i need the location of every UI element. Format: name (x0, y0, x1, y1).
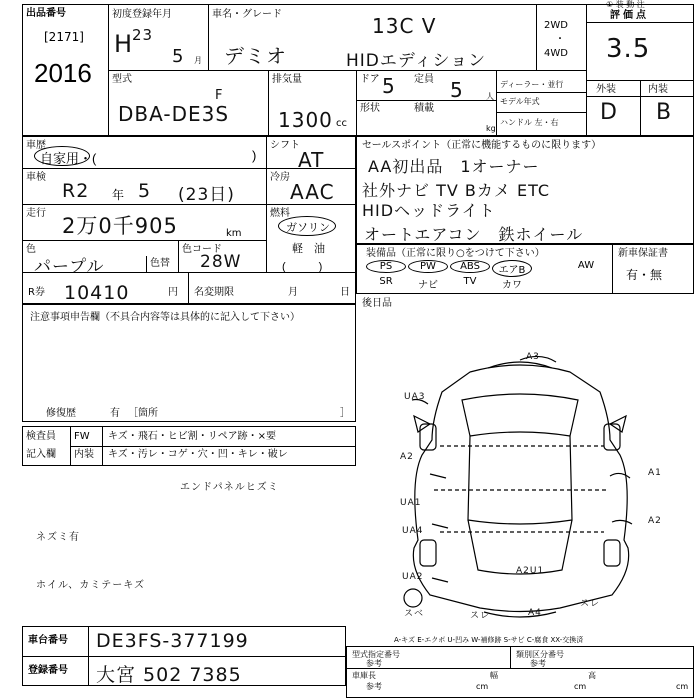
equipment-item: ナビ (418, 280, 438, 291)
plate-label: 登録番号 (28, 665, 68, 676)
model-sup: F (215, 88, 224, 103)
load-label: 積載 (414, 103, 434, 114)
equipment-item-circled: ABS (450, 260, 490, 273)
length-ref: 参考 (366, 682, 382, 691)
fuel-paren: ( ) (282, 261, 323, 273)
plate-value: 大宮 502 7385 (96, 664, 242, 686)
history-close: ) (252, 148, 257, 163)
damage-mark: A2U1 (516, 566, 545, 576)
equipment-item: SR (379, 276, 393, 287)
history-value: 自家用・( (40, 151, 97, 166)
chassis-value: DE3FS-377199 (96, 630, 249, 652)
model-year-label: モデル年式 (500, 97, 540, 106)
color-code-label: 色コード (182, 244, 222, 255)
interior-items: キズ・汚レ・コゲ・穴・凹・キレ・破レ (108, 449, 288, 460)
damage-mark: UA4 (402, 526, 424, 536)
interior-entry-label: 内装 (74, 449, 94, 460)
repair-value: 有 (110, 408, 120, 419)
divider (510, 646, 511, 668)
sales-line-4: オートエアコン 鉄ホイール (364, 225, 584, 244)
drive-dot: ・ (555, 34, 565, 45)
shape-label: 形状 (360, 103, 380, 114)
repair-close: ］ (340, 408, 350, 419)
category-ref: 参考 (530, 659, 546, 668)
fw-items: キズ・飛石・ヒビ割・リペア跡・×要 (108, 431, 276, 442)
first-reg-month: 5 (172, 46, 185, 67)
month-unit: 月 (194, 56, 202, 65)
hand-note-3: ホイル、カミテーキズ (36, 580, 145, 591)
repair-place: ［箇所 (128, 408, 158, 419)
divider (22, 656, 346, 657)
mileage-label: 走行 (26, 208, 46, 219)
shift-label: シフト (270, 140, 300, 151)
damage-mark: スレ (470, 611, 491, 621)
capacity-value: 5 (450, 78, 464, 102)
height-label: 高 (588, 671, 596, 680)
corner-note: ① 装 動 注 (606, 0, 645, 9)
damage-mark: スレ (580, 599, 601, 609)
first-reg-year: 23 (132, 26, 154, 44)
damage-mark: UA1 (400, 498, 422, 508)
first-reg-era: H (114, 30, 134, 58)
displacement-label: 排気量 (272, 74, 302, 85)
sales-line-3: HIDヘッドライト (362, 201, 496, 220)
repair-label: 修復歴 (46, 408, 76, 419)
interior-label: 内装 (648, 84, 668, 95)
grade-top: 13C V (372, 14, 437, 38)
recycle-label: R券 (28, 287, 45, 298)
lot-label: 出品番号 (26, 8, 66, 19)
damage-mark: UA2 (402, 572, 424, 582)
fuel-diesel: 軽 油 (292, 243, 325, 255)
kg-unit: kg (486, 124, 496, 133)
damage-mark: スベ (404, 609, 425, 619)
doors-label: ドア (360, 74, 380, 85)
sales-line-2: 社外ナビ TV Bカメ ETC (362, 181, 551, 200)
fuel-label: 燃料 (270, 208, 290, 219)
length-label: 車庫長 (352, 671, 376, 680)
inspector-label: 検査員 (26, 431, 56, 442)
inspection-label: 車検 (26, 172, 46, 183)
type-label: 型式指定番号 (352, 650, 400, 659)
model-value: DBA-DE3S (118, 102, 230, 126)
equipment-item-circled: PW (408, 260, 448, 273)
chassis-label: 車台番号 (28, 635, 68, 646)
km-unit: km (226, 228, 242, 239)
type-ref: 参考 (366, 659, 382, 668)
entry-label: 記入欄 (26, 449, 56, 460)
equipment-item: AW (577, 260, 595, 271)
dealer-label: ディーラー・並行 (500, 80, 564, 89)
equipment-item-circled: エアB (492, 260, 532, 277)
displacement-value: 1300 (278, 108, 333, 132)
fuel-gasoline: ガソリン (286, 222, 330, 234)
drive-4wd: 4WD (544, 48, 568, 59)
diagram-legend: A-キズ E-エクボ U-凹み W-補修跡 S-サビ C-腐食 XX-交換済 (394, 636, 584, 644)
inspection-era: R2 (62, 180, 90, 202)
exterior-grade: D (600, 100, 618, 125)
sales-title: セールスポイント（正常に機能するものに限ります） (362, 140, 602, 151)
sales-line-1: AA初出品 1オーナー (368, 157, 540, 176)
fw-label: FW (74, 431, 90, 442)
ac-value: AAC (290, 180, 335, 204)
score-label: 評価点 (610, 10, 649, 21)
lot-code: [2171] (44, 30, 84, 44)
damage-mark: A3 (526, 352, 540, 362)
equipment-item: TV (463, 276, 477, 287)
interior-grade: B (656, 100, 673, 125)
person-unit: 人 (486, 92, 494, 101)
recycle-value: 10410 (64, 282, 130, 304)
damage-mark: UA3 (404, 392, 426, 402)
damage-mark: A1 (648, 468, 662, 478)
divider (88, 626, 89, 686)
yen-unit: 円 (168, 287, 178, 298)
meihen-label: 名変期限 (194, 287, 234, 298)
equipment-title: 装備品（正常に限り○をつけて下さい） (366, 248, 545, 259)
history-label: 車歴 (26, 140, 46, 151)
meihen-month: 月 (288, 287, 298, 298)
damage-mark: A2 (648, 516, 662, 526)
meihen-day: 日 (340, 287, 350, 298)
damage-mark: A4 (528, 608, 542, 618)
doors-value: 5 (382, 74, 396, 98)
equipment-item: カワ (502, 280, 522, 291)
shift-value: AT (298, 148, 325, 172)
warranty-label: 新車保証書 (618, 248, 668, 259)
mileage-value: 2万0千905 (62, 214, 178, 238)
color-label: 色 (26, 244, 36, 255)
lot-year: 2016 (34, 58, 92, 88)
equipment-item-circled: PS (366, 260, 406, 273)
exterior-label: 外装 (596, 84, 616, 95)
width-label: 幅 (490, 671, 498, 680)
score-value: 3.5 (606, 34, 651, 64)
handle-label: ハンドル 左・右 (500, 118, 559, 127)
width-unit: cm (574, 682, 587, 691)
divider (346, 668, 694, 669)
caution-title: 注意事項申告欄（不具合内容等は具体的に記入して下さい） (30, 312, 300, 323)
length-unit: cm (476, 682, 489, 691)
hand-note-2: ネズミ有 (36, 532, 80, 543)
damage-mark: A2 (400, 452, 414, 462)
first-reg-label: 初度登録年月 (112, 9, 172, 20)
color-change-label: 色替 (150, 258, 170, 269)
hand-note-1: エンドパネルヒズミ (180, 482, 279, 493)
grade-bottom: HIDエディション (346, 51, 487, 71)
car-name: デミオ (224, 44, 287, 68)
model-label: 型式 (112, 74, 132, 85)
height-unit: cm (676, 682, 689, 691)
inspection-day: (23日) (178, 185, 235, 205)
after-day-label: 後日品 (362, 298, 392, 309)
drive-2wd: 2WD (544, 20, 568, 31)
name-grade-label: 車名・グレード (212, 9, 282, 20)
warranty-value: 有・無 (626, 268, 663, 282)
cc-unit: cc (336, 118, 347, 129)
color-value: パープル (34, 257, 105, 277)
ac-label: 冷房 (270, 172, 290, 183)
inspection-month: 5 (138, 180, 152, 202)
inspection-year-unit: 年 (112, 188, 125, 202)
color-code-value: 28W (200, 252, 242, 272)
capacity-label: 定員 (414, 74, 434, 85)
category-label: 類別区分番号 (516, 650, 564, 659)
